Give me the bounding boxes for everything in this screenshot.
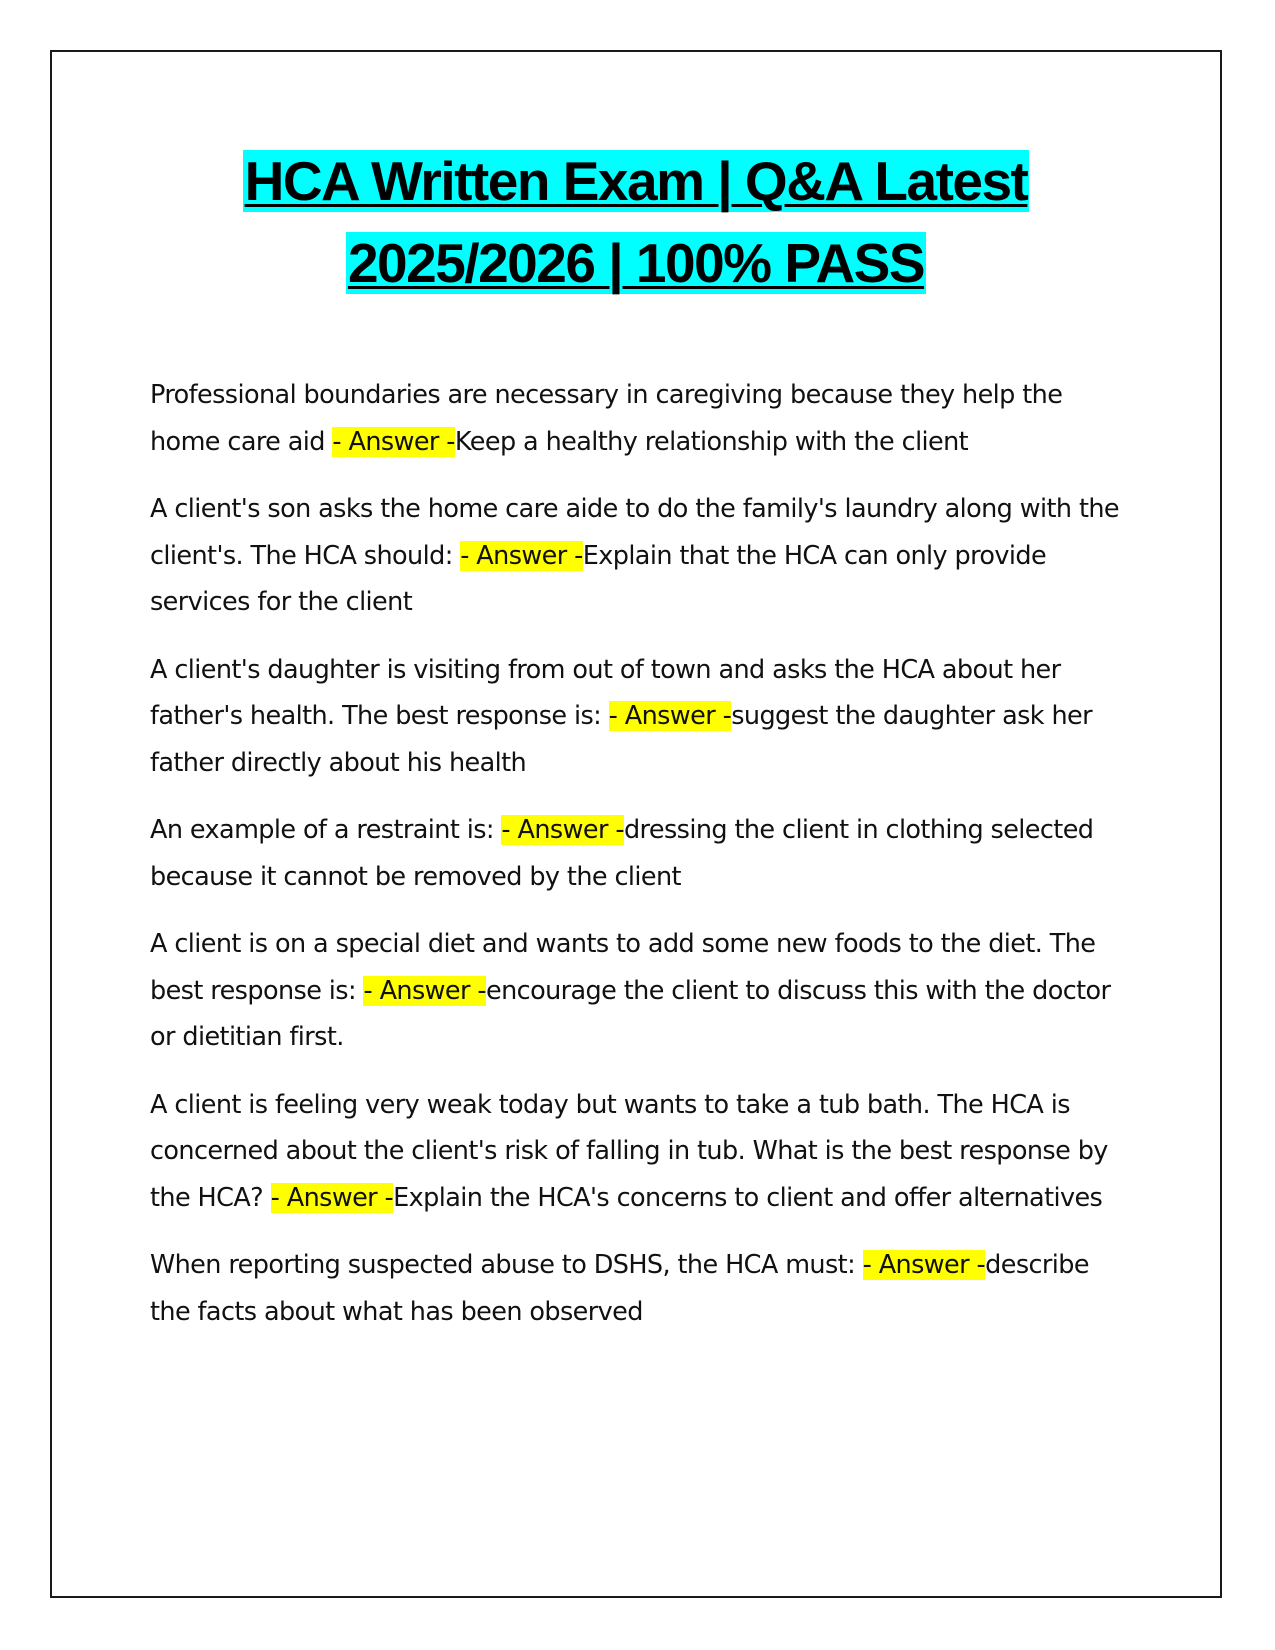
qa-item [150,1082,1135,1222]
question-text: When reporting suspected abuse to DSHS, the HCA must: [150,1250,863,1280]
answer-text: encourage the client to discuss this with the doctor or dietitian first. [150,975,1111,1052]
qa-item [150,921,1135,1061]
title-line-1: HCA Written Exam | Q&A Latest [244,150,1028,212]
title-line-2: 2025/2026 | 100% PASS [347,232,925,294]
question-text: A client's daughter is visiting from out of town and asks the HCA about her father's health. The best response is: [150,654,1061,731]
document-title [50,140,1222,304]
answer-marker: - Answer - [332,426,455,457]
qa-item [150,486,1135,626]
question-text: A client's son asks the home care aide to do the family's laundry along with the client's. The HCA should: [150,494,1119,571]
answer-marker: - Answer - [270,1182,394,1213]
answer-marker: - Answer - [363,975,487,1006]
answer-text: suggest the daughter ask her father directly about his health [150,701,1092,778]
qa-item [150,1242,1135,1335]
answer-text: Keep a healthy relationship with the client [454,426,969,457]
qa-item [150,372,1135,465]
answer-marker: - Answer - [862,1250,986,1280]
answer-marker: - Answer - [460,540,583,571]
qa-item [150,807,1135,900]
qa-list [150,372,1135,1356]
question-text: Professional boundaries are necessary in caregiving because they help the home care aid [150,380,1063,457]
question-text: An example of a restraint is: [150,815,502,845]
answer-marker: - Answer - [608,701,732,731]
answer-marker: - Answer - [501,815,624,845]
question-text: A client is on a special diet and wants to add some new foods to the diet. The best response is: [150,929,1096,1006]
answer-text: dressing the client in clothing selected because it cannot be removed by the client [150,815,1094,892]
answer-text: Explain that the HCA can only provide services for the client [150,540,1047,617]
question-text: A client is feeling very weak today but wants to take a tub bath. The HCA is concerned about the client's risk of falling in tub. What is the best response by the HCA? [150,1089,1108,1213]
answer-text: describe the facts about what has been observed [150,1250,1089,1327]
answer-text: Explain the HCA's concerns to client and offer alternatives [393,1182,1103,1213]
qa-item [150,647,1135,787]
